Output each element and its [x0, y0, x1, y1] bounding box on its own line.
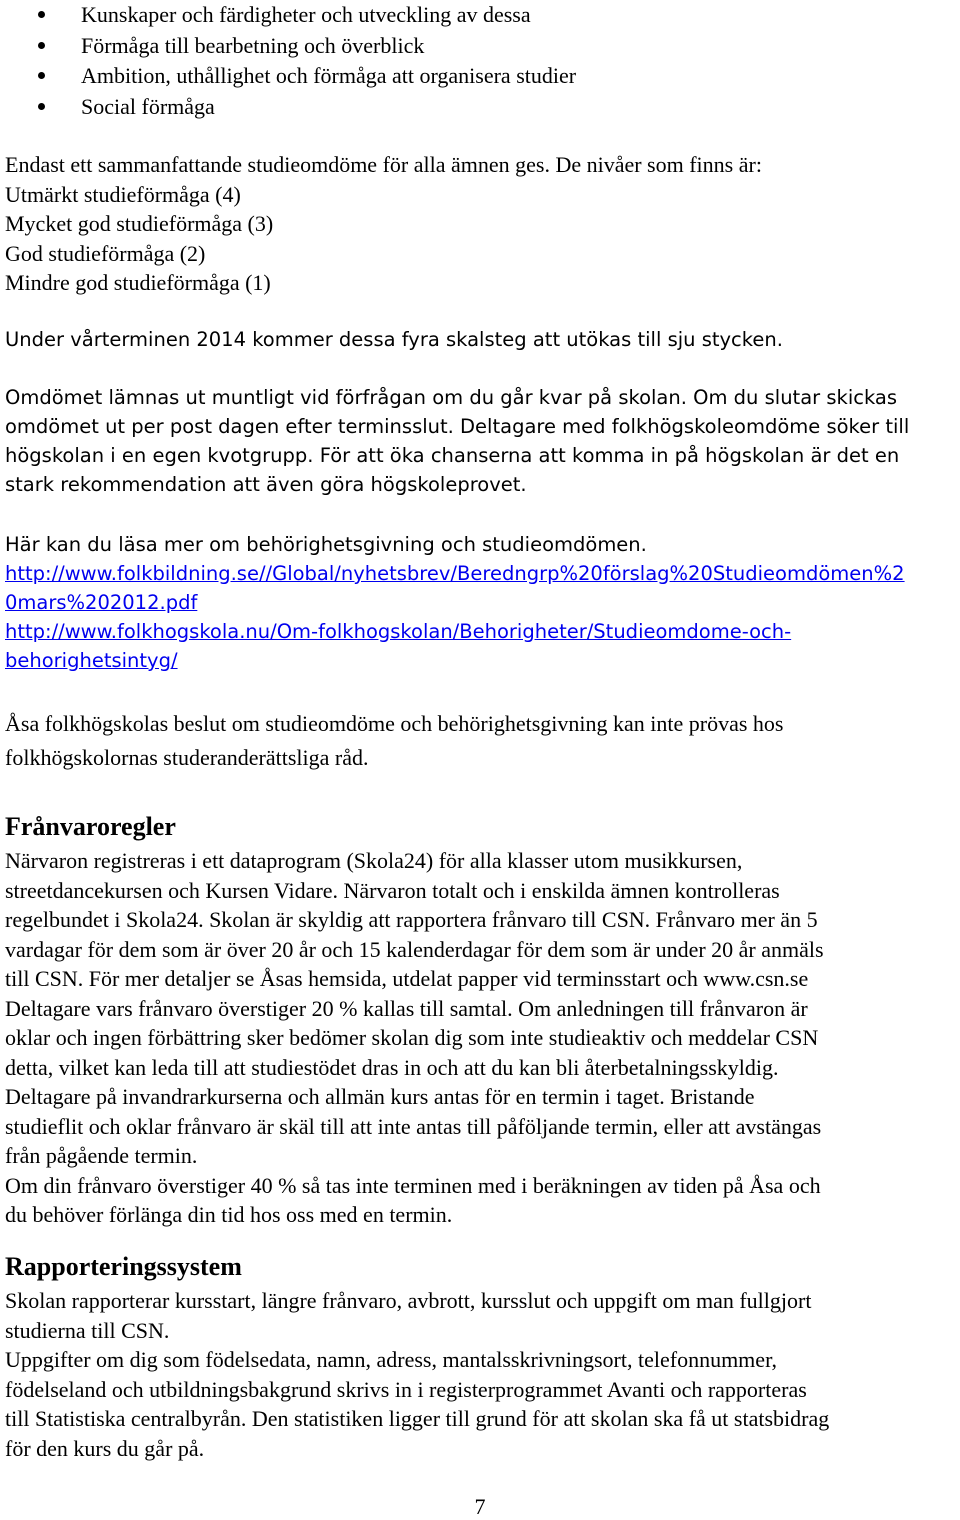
paragraph-line: vardagar för dem som är över 20 år och 15 kalenderdagar för dem som är under 20 år anmäls — [5, 936, 824, 962]
paragraph-line: God studieförmåga (2) — [5, 240, 206, 266]
paragraph-line: från pågående termin. — [5, 1143, 198, 1168]
spring-note: Under vårterminen 2014 kommer dessa fyra skalsteg att utökas till sju stycken. — [5, 328, 783, 351]
paragraph-line: detta, vilket kan leda till att studiestödet dras in och att du kan bli återbetalningsskyldig. — [5, 1054, 779, 1080]
paragraph-line: Skolan rapporterar kursstart, längre frånvaro, avbrott, kursslut och uppgift om man fullgjort — [5, 1288, 812, 1313]
folkbildning-link-continued[interactable]: 0mars%202012.pdf — [5, 591, 198, 614]
folkhogskola-link[interactable]: http://www.folkhogskola.nu/Om-folkhogskolan/Behorigheter/Studieomdome-och- — [5, 620, 792, 643]
bullet-icon — [38, 103, 45, 110]
paragraph-line: till Statistiska centralbyrån. Den statistiken ligger till grund för att skolan ska få ut statsbidrag — [5, 1406, 830, 1431]
reporting-section — [5, 1250, 957, 1463]
reporting-heading: Rapporteringssystem — [5, 1252, 242, 1281]
paragraph-line: Deltagare vars frånvaro överstiger 20 % kallas till samtal. Om anledningen till frånvaron är — [5, 995, 808, 1021]
paragraph-line: Om din frånvaro överstiger 40 % så tas inte terminen med i beräkningen av tiden på Åsa och — [5, 1172, 821, 1198]
reporting-text — [5, 1286, 957, 1463]
paragraph-line: studieflit och oklar frånvaro är skäl till att inte antas till påföljande termin, eller att avstängas — [5, 1113, 822, 1139]
list-item: Ambition, uthållighet och förmåga att organisera studier — [5, 61, 576, 92]
paragraph-line: oklar och ingen förbättring sker bedömer skolan dig som inte studieaktiv och meddelar CSN — [5, 1025, 819, 1050]
criteria-list — [5, 0, 576, 122]
list-item: Förmåga till bearbetning och överblick — [5, 31, 576, 62]
paragraph-line: högskolan i en egen kvotgrupp. För att öka chanserna att komma in på högskolan är det en — [5, 444, 900, 467]
folkhogskola-link-continued[interactable]: behorighetsintyg/ — [5, 649, 178, 672]
paragraph-line: Mindre god studieförmåga (1) — [5, 270, 271, 295]
paragraph-line: Närvaron registreras i ett dataprogram (Skola24) för alla klasser utom musikkursen, — [5, 848, 743, 873]
paragraph-line: Endast ett sammanfattande studieomdöme för alla ämnen ges. De nivåer som finns är: — [5, 152, 762, 177]
paragraph-line: Åsa folkhögskolas beslut om studieomdöme och behörighetsgivning kan inte prövas hos — [5, 711, 784, 736]
bullet-icon — [38, 11, 45, 18]
paragraph-line: studierna till CSN. — [5, 1317, 170, 1343]
omdome-paragraph — [5, 383, 957, 499]
bullet-icon — [38, 42, 45, 49]
page-number: 7 — [474, 1494, 486, 1519]
paragraph-line: Deltagare på invandrarkurserna och allmän kurs antas för en termin i taget. Bristande — [5, 1084, 755, 1109]
appeal-paragraph — [5, 707, 957, 775]
paragraph-line: Utmärkt studieförmåga (4) — [5, 181, 241, 207]
paragraph-line: för den kurs du går på. — [5, 1435, 205, 1461]
absence-text — [5, 846, 957, 1230]
read-more-paragraph: Här kan du läsa mer om behörighetsgivning och studieomdömen. http://www.folkbildning.se//Global/nyhetsbrev/Beredngrp%20förslag%20Studieomdömen%2 0mars%202012.pdf http://www.folkhogskola.nu/Om-folkhogskolan/Behorigheter/Studieomdome-och- behorighetsintyg/ — [5, 533, 905, 672]
paragraph-line: födelseland och utbildningsbakgrund skrivs in i registerprogrammet Avanti och rapporteras — [5, 1376, 807, 1402]
bullet-icon — [38, 72, 45, 79]
absence-section — [5, 810, 957, 1230]
paragraph-line: Uppgifter om dig som födelsedata, namn, adress, mantalsskrivningsort, telefonnummer, — [5, 1347, 778, 1372]
levels-paragraph — [5, 150, 957, 298]
paragraph-line: omdömet ut per post dagen efter terminsslut. Deltagare med folkhögskoleomdöme söker till — [5, 415, 910, 438]
paragraph-line: du behöver förlänga din tid hos oss med en termin. — [5, 1202, 453, 1227]
folkbildning-link[interactable]: http://www.folkbildning.se//Global/nyhetsbrev/Beredngrp%20förslag%20Studieomdömen%2 — [5, 562, 905, 585]
paragraph-line: till CSN. För mer detaljer se Åsas hemsida, utdelat papper vid terminsstart och www.csn.se — [5, 966, 809, 991]
paragraph-line: Omdömet lämnas ut muntligt vid förfrågan om du går kvar på skolan. Om du slutar skickas — [5, 386, 898, 409]
list-item: Kunskaper och färdigheter och utveckling av dessa — [5, 0, 576, 31]
paragraph-line: Mycket god studieförmåga (3) — [5, 211, 274, 236]
paragraph-line: regelbundet i Skola24. Skolan är skyldig att rapportera frånvaro till CSN. Frånvaro mer än 5 — [5, 907, 818, 932]
paragraph-line: streetdancekursen och Kursen Vidare. Närvaron totalt och i enskilda ämnen kontrolleras — [5, 877, 780, 903]
list-item: Social förmåga — [5, 92, 576, 123]
absence-heading: Frånvaroregler — [5, 812, 176, 841]
paragraph-line: stark rekommendation att även göra högskoleprovet. — [5, 473, 527, 496]
paragraph-line: folkhögskolornas studeranderättsliga råd. — [5, 745, 369, 770]
